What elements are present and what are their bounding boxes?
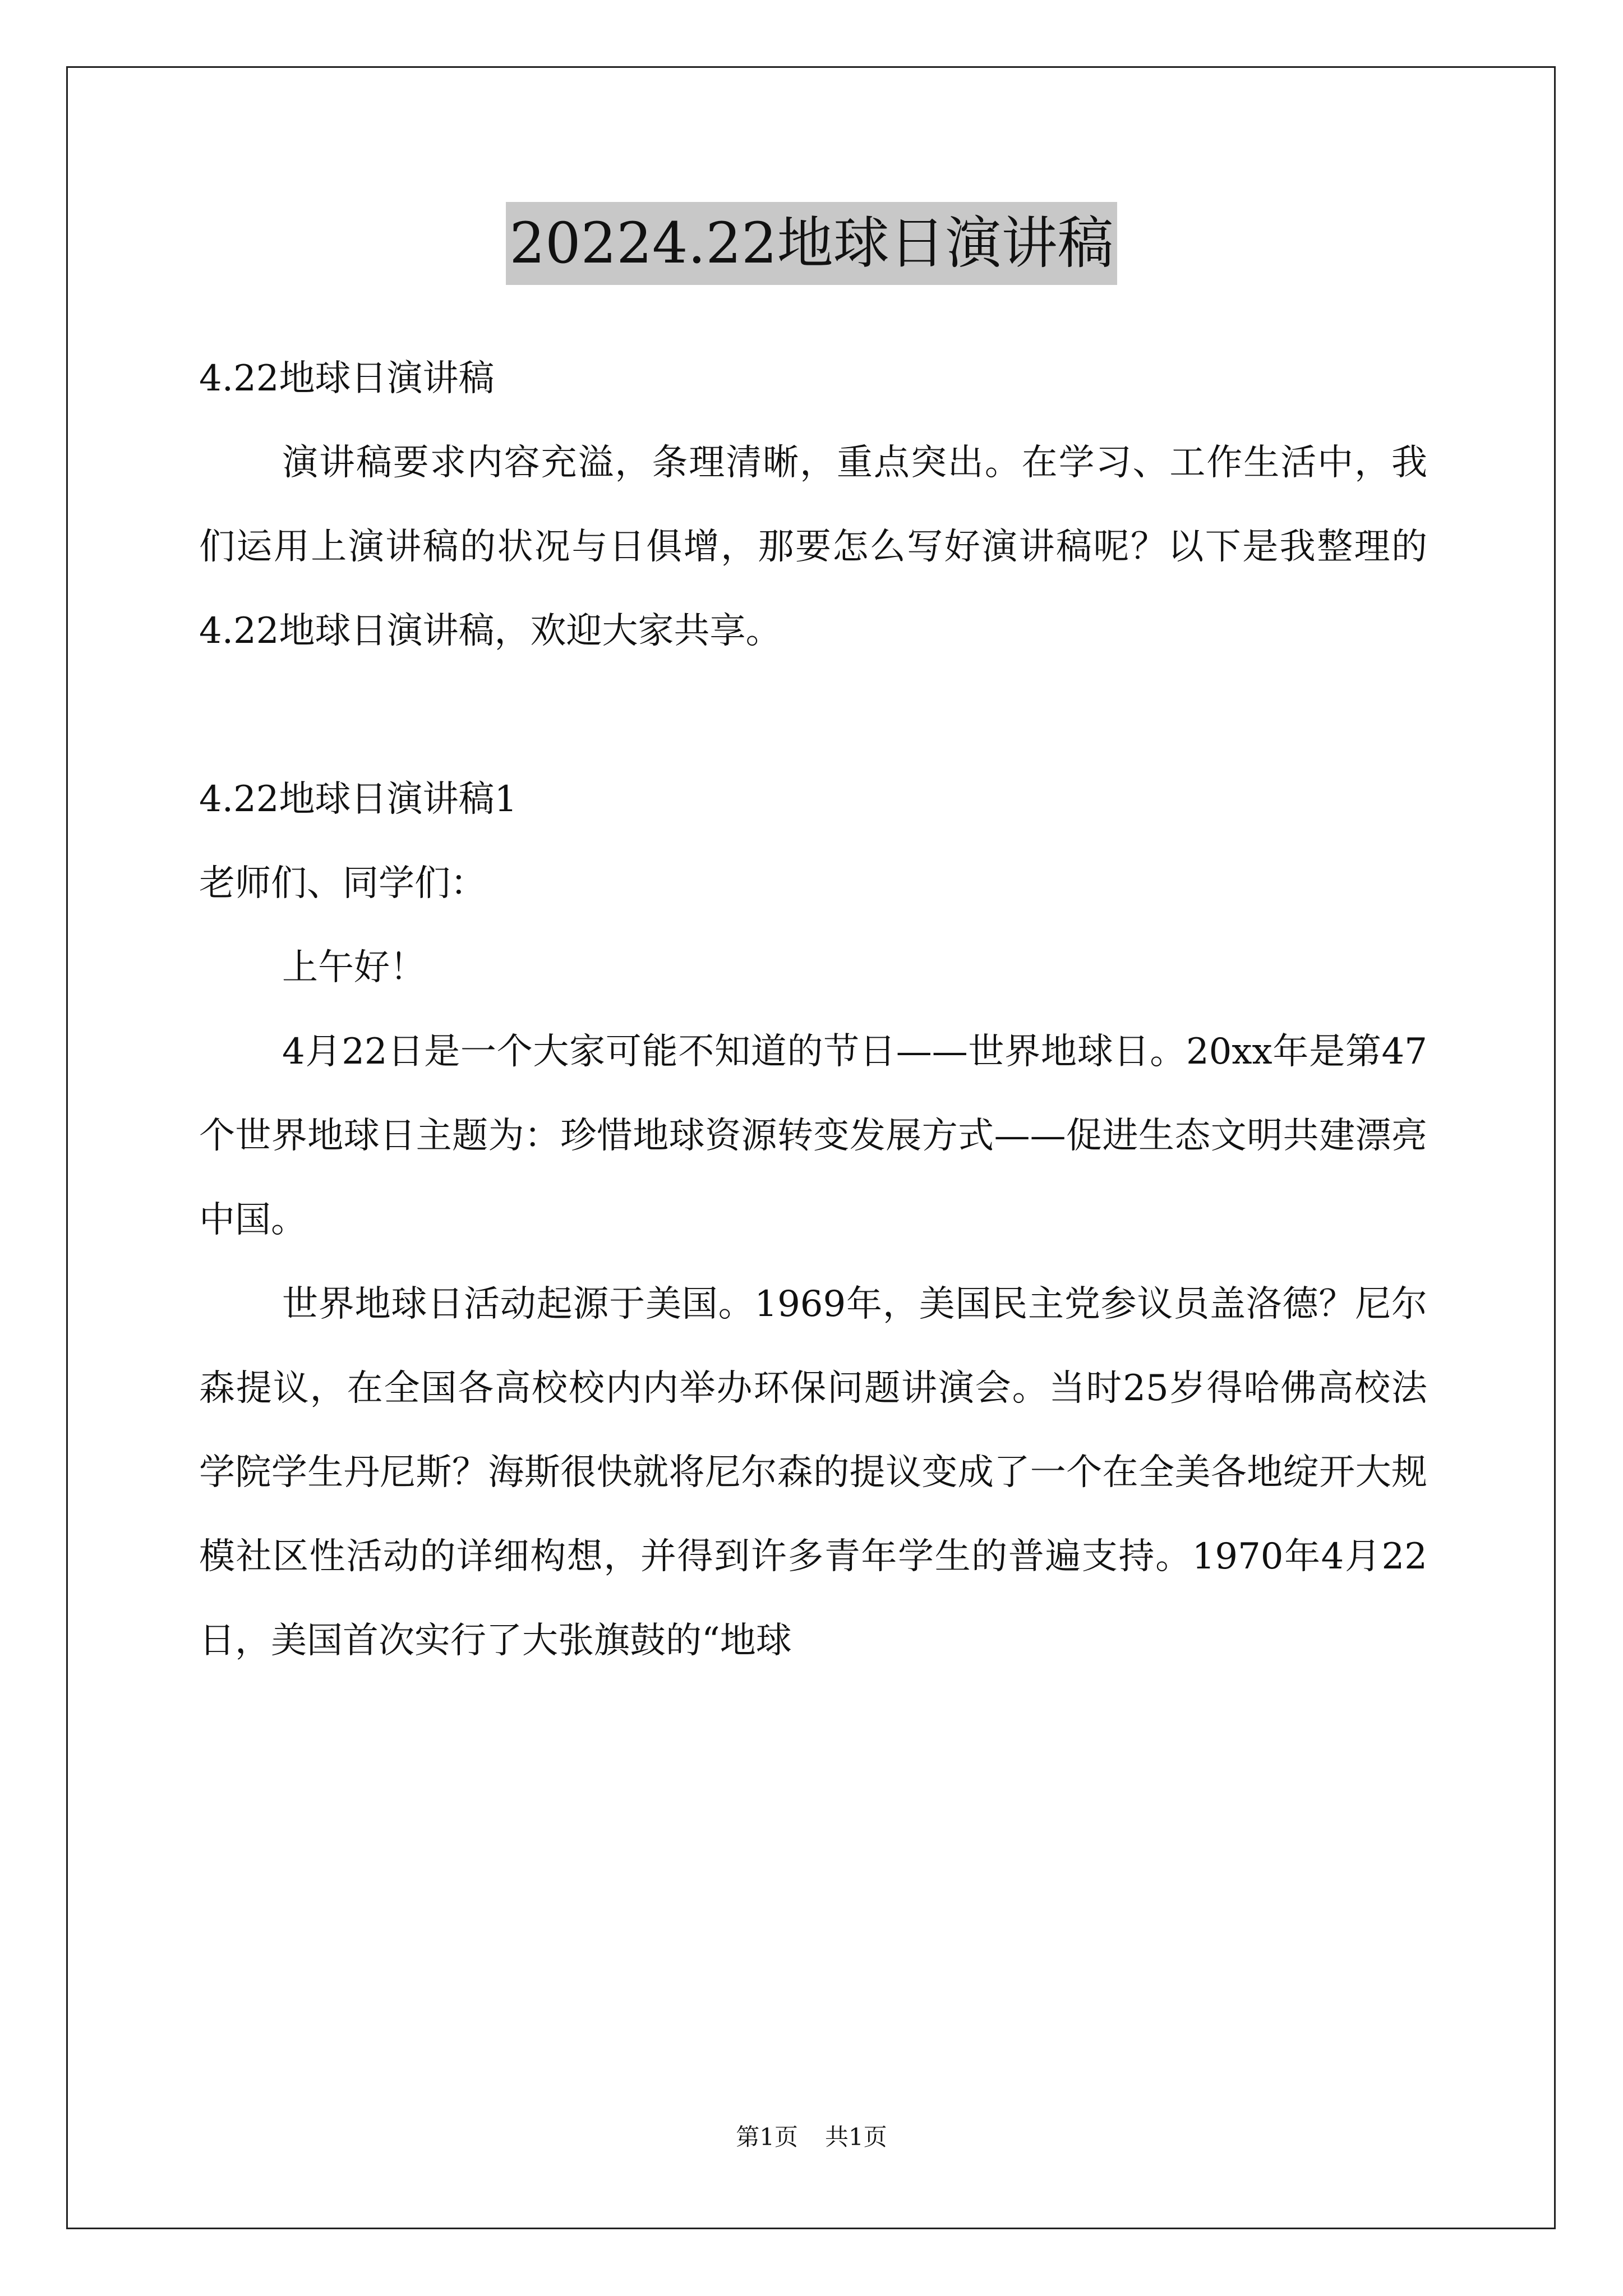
subtitle: 4.22地球日演讲稿 xyxy=(199,358,495,399)
greeting: 上午好！ xyxy=(282,947,426,988)
body-paragraph-2: 世界地球日活动起源于美国。1969年，美国民主党参议员盖洛德？尼尔森提议，在全国各高校校内内举办环保问题讲演会。当时25岁得哈佛高校法学院学生丹尼斯？海斯很快就将尼尔森的提议变成了一个在全美各地绽开大规模社区性活动的详细构想，并得到许多青年学生的普遍支持。1970年4月22日，美国首次实行了大张旗鼓的“地球 xyxy=(199,1283,1427,1662)
document-title xyxy=(0,202,1623,285)
page-total: 共1页 xyxy=(825,2123,887,2151)
page-number: 第1页 xyxy=(736,2123,798,2151)
section-heading: 4.22地球日演讲稿1 xyxy=(199,779,518,820)
page-footer xyxy=(0,2120,1623,2154)
body-paragraph-1: 4月22日是一个大家可能不知道的节日——世界地球日。20xx年是第47个世界地球日主题为：珍惜地球资源转变发展方式——促进生态文明共建漂亮中国。 xyxy=(199,1031,1427,1241)
salutation: 老师们、同学们： xyxy=(199,863,486,904)
intro-paragraph: 演讲稿要求内容充溢，条理清晰，重点突出。在学习、工作生活中，我们运用上演讲稿的状况与日俱增，那要怎么写好演讲稿呢？以下是我整理的4.22地球日演讲稿，欢迎大家共享。 xyxy=(199,442,1427,652)
document-title-text: 20224.22地球日演讲稿 xyxy=(506,202,1117,285)
document-body xyxy=(199,337,1427,1683)
